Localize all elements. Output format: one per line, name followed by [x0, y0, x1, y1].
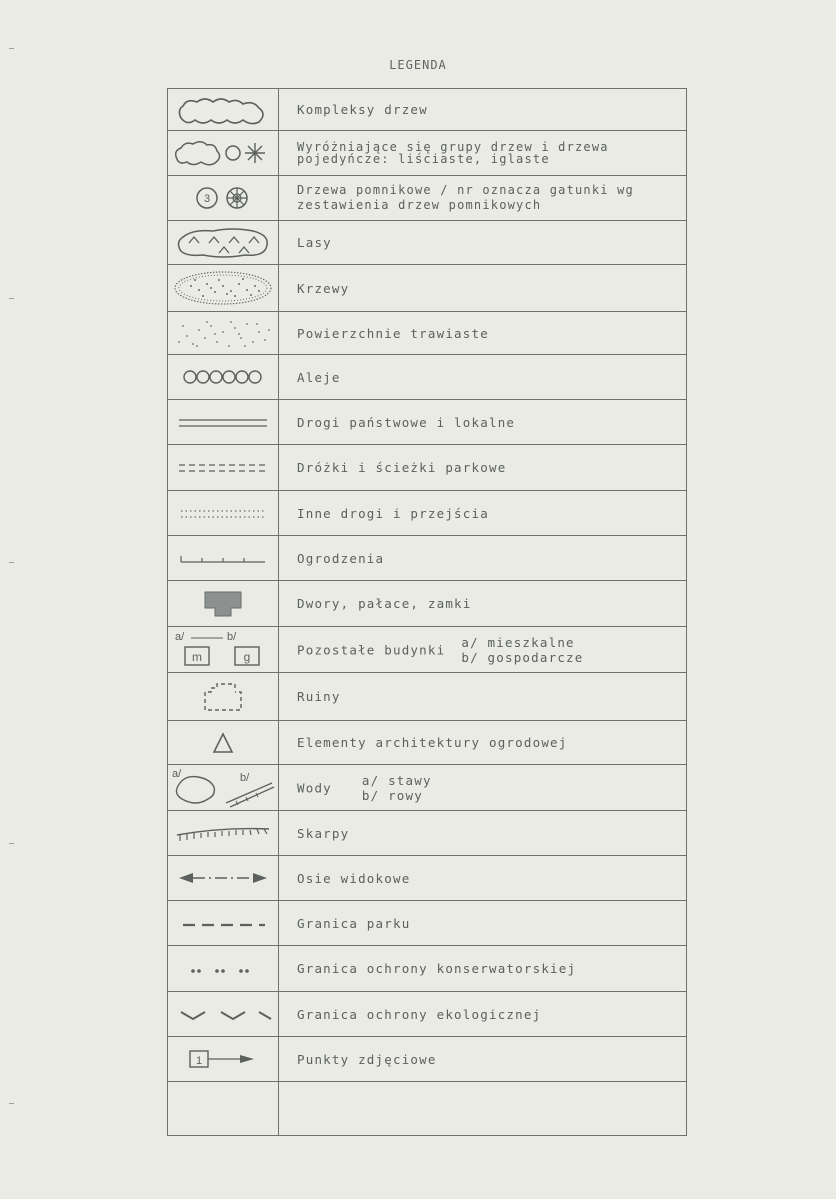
- escarpment-symbol: [168, 811, 279, 856]
- legend-label: Inne drogi i przejścia: [279, 491, 687, 536]
- buildings-symbol: [168, 627, 279, 673]
- shrubs-icon: [171, 268, 275, 308]
- fence-icon: [175, 548, 271, 568]
- legend-row: [168, 992, 687, 1037]
- other-roads-symbol: [168, 491, 279, 536]
- manor-symbol: [168, 581, 279, 627]
- tree-complex-symbol: [168, 89, 279, 131]
- ecological-border-symbol: [168, 992, 279, 1037]
- legend-row: [168, 811, 687, 856]
- park-border-symbol: [168, 901, 279, 946]
- legend-label: Drzewa pomnikowe / nr oznacza gatunki wg zestawienia drzew pomnikowych: [279, 176, 687, 221]
- fence-symbol: [168, 536, 279, 581]
- legend-label: Granica parku: [279, 901, 687, 946]
- margin-mark: [9, 562, 14, 563]
- waters-icon: [170, 767, 276, 809]
- buildings-icon: [171, 630, 275, 670]
- margin-mark: [9, 48, 14, 49]
- tree-complex-icon: [173, 92, 273, 128]
- roads-symbol: [168, 400, 279, 445]
- legend-row: [168, 89, 687, 131]
- legend-label: Aleje: [279, 355, 687, 400]
- legend-row: [168, 765, 687, 811]
- legend-label: Wody: [297, 780, 332, 795]
- legend-sublabel: b/ rowy: [361, 787, 423, 803]
- legend-row: [168, 265, 687, 312]
- legend-sublabel: a/ stawy: [361, 772, 432, 788]
- legend-label-cell: [279, 765, 687, 811]
- paths-icon: [175, 458, 271, 478]
- manor-icon: [183, 586, 263, 622]
- legend-label: Wyróżniające się grupy drzew i drzewa pojedyńcze: liściaste, iglaste: [279, 131, 687, 176]
- legend-row-empty: [168, 1082, 687, 1136]
- legend-row: [168, 355, 687, 400]
- legend-row: [168, 721, 687, 765]
- legend-label: Skarpy: [279, 811, 687, 856]
- legend-label: Kompleksy drzew: [279, 89, 687, 131]
- sym-label-a: a/: [175, 630, 185, 643]
- legend-label: Dwory, pałace, zamki: [279, 581, 687, 627]
- forest-icon: [173, 225, 273, 261]
- legend-row: [168, 1037, 687, 1082]
- legend-row: [168, 312, 687, 355]
- margin-mark: [9, 843, 14, 844]
- sym-label-m: m: [192, 649, 202, 664]
- legend-label: Powierzchnie trawiaste: [279, 312, 687, 355]
- legend-row: [168, 221, 687, 265]
- ecological-border-icon: [171, 1002, 275, 1026]
- empty-symbol-cell: [168, 1082, 279, 1136]
- other-roads-icon: [175, 503, 271, 523]
- ruins-icon: [183, 678, 263, 716]
- margin-mark: [9, 298, 14, 299]
- sym-label-g: g: [243, 649, 251, 664]
- legend-sublabels: [461, 635, 583, 665]
- legend-sublabels: [362, 773, 432, 803]
- legend-row: [168, 673, 687, 721]
- legend-row: [168, 946, 687, 992]
- legend-label: Elementy architektury ogrodowej: [279, 721, 687, 765]
- legend-label: Osie widokowe: [279, 856, 687, 901]
- ruins-symbol: [168, 673, 279, 721]
- legend-row: [168, 856, 687, 901]
- monument-trees-symbol: [168, 176, 279, 221]
- legend-label-cell: [279, 627, 687, 673]
- legend-row: [168, 536, 687, 581]
- legend-sublabel: a/ mieszkalne: [461, 634, 575, 650]
- photo-point-icon: [178, 1046, 268, 1072]
- photo-points-symbol: [168, 1037, 279, 1082]
- view-axis-symbol: [168, 856, 279, 901]
- escarpment-icon: [171, 821, 275, 845]
- tree-groups-icon: [171, 135, 275, 171]
- view-axis-icon: [173, 868, 273, 888]
- roads-icon: [175, 412, 271, 432]
- margin-mark: [9, 1103, 14, 1104]
- paths-symbol: [168, 445, 279, 491]
- legend-label: Krzewy: [279, 265, 687, 312]
- legend-label: Pozostałe budynki: [297, 642, 446, 657]
- legend-row: [168, 400, 687, 445]
- legend-table: [167, 88, 687, 1136]
- conservation-border-symbol: [168, 946, 279, 992]
- sym-label-b: b/: [240, 771, 250, 784]
- photo-point-number: 1: [195, 1055, 203, 1067]
- monument-trees-icon: [183, 183, 263, 213]
- waters-symbol: [168, 765, 279, 811]
- legend-row: [168, 131, 687, 176]
- triangle-icon: [203, 729, 243, 757]
- legend-row: [168, 627, 687, 673]
- legend-label: [279, 1082, 687, 1136]
- tree-groups-symbol: [168, 131, 279, 176]
- legend-label: Punkty zdjęciowe: [279, 1037, 687, 1082]
- shrubs-symbol: [168, 265, 279, 312]
- sym-label-a: a/: [172, 767, 182, 780]
- legend-label: Lasy: [279, 221, 687, 265]
- legend-label: Granica ochrony konserwatorskiej: [279, 946, 687, 992]
- garden-architecture-symbol: [168, 721, 279, 765]
- grass-icon: [171, 316, 275, 350]
- grass-symbol: [168, 312, 279, 355]
- legend-label: Dróżki i ścieżki parkowe: [279, 445, 687, 491]
- legend-label: Granica ochrony ekologicznej: [279, 992, 687, 1037]
- legend-label: Drogi państwowe i lokalne: [279, 400, 687, 445]
- page-title: LEGENDA: [389, 58, 447, 72]
- legend-row: [168, 581, 687, 627]
- sym-label-b: b/: [227, 630, 237, 643]
- legend-label: Ruiny: [279, 673, 687, 721]
- forest-symbol: [168, 221, 279, 265]
- legend-row: [168, 901, 687, 946]
- alley-symbol: [168, 355, 279, 400]
- alley-icon: [178, 367, 268, 387]
- legend-label: Ogrodzenia: [279, 536, 687, 581]
- legend-row: [168, 445, 687, 491]
- conservation-border-icon: [175, 959, 271, 979]
- monument-number: 3: [203, 193, 211, 205]
- legend-row: [168, 491, 687, 536]
- legend-sublabel: b/ gospodarcze: [461, 649, 584, 665]
- legend-row: [168, 176, 687, 221]
- park-border-icon: [175, 913, 271, 933]
